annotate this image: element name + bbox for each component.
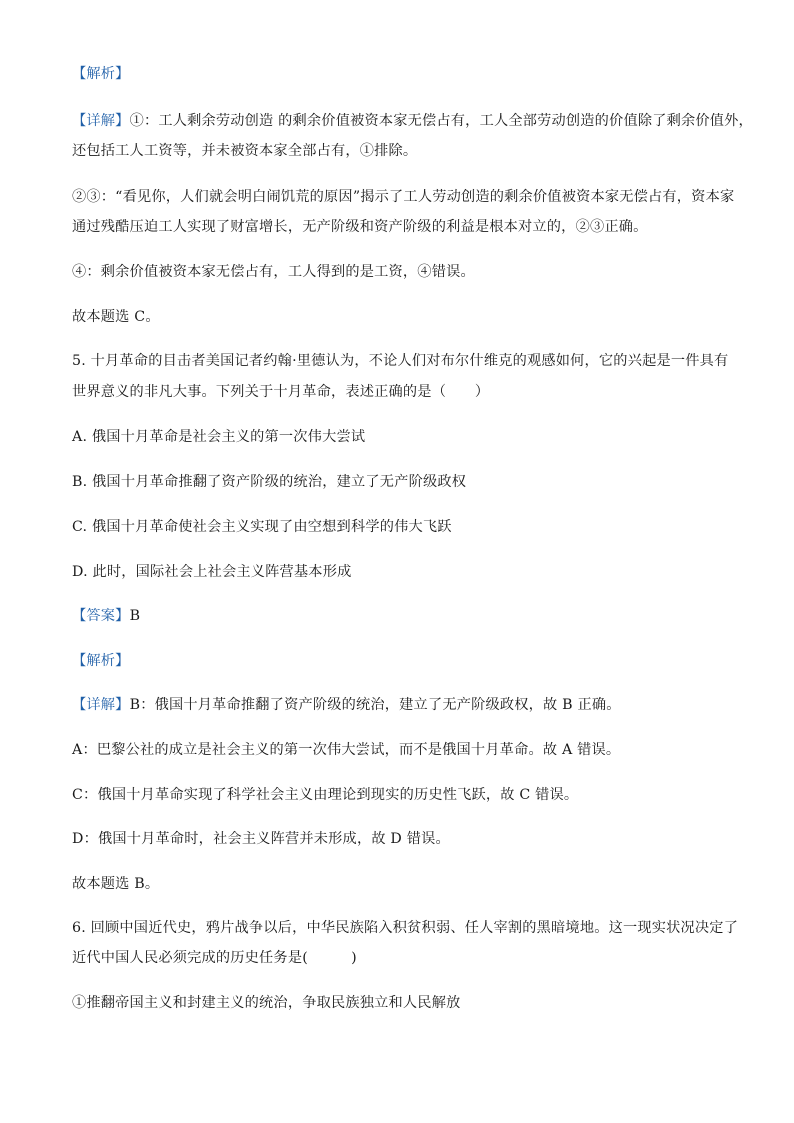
q5-detail-a: A：巴黎公社的成立是社会主义的第一次伟大尝试，而不是俄国十月革命。故 A 错误。 bbox=[72, 742, 621, 758]
q5-conclusion: 故本题选 B。 bbox=[72, 876, 160, 892]
q4-option23-line-1: ②③：“看见你，人们就会明白闹饥荒的原因”揭示了工人劳动创造的剩余价值被资本家无偿占有，资本家 bbox=[72, 189, 735, 205]
answer-label: 【答案】 bbox=[72, 608, 130, 624]
q6-stem-line-2: 近代中国人民必须完成的历史任务是( ) bbox=[72, 950, 357, 966]
q4-option23-line-2: 通过残酷压迫工人实现了财富增长，无产阶级和资产阶级的利益是根本对立的，②③正确。 bbox=[72, 219, 648, 235]
q5-stem-line-1: 5. 十月革命的目击者美国记者约翰·里德认为，不论人们对布尔什维克的观感如何，它的兴起是一件具有 bbox=[72, 353, 729, 369]
q6-option-1: ①推翻帝国主义和封建主义的统治，争取民族独立和人民解放 bbox=[72, 995, 461, 1011]
q4-detail-text-1: ①：工人剩余劳动创造 的剩余价值被资本家无偿占有，工人全部劳动创造的价值除了剩余价值外， bbox=[129, 113, 753, 129]
q5-detail-d: D：俄国十月革命时，社会主义阵营并未形成，故 D 错误。 bbox=[72, 831, 450, 847]
q4-conclusion: 故本题选 C。 bbox=[72, 309, 160, 325]
detail-label: 【详解】 bbox=[72, 113, 130, 129]
q5-option-c: C. 俄国十月革命使社会主义实现了由空想到科学的伟大飞跃 bbox=[72, 519, 452, 535]
document-page bbox=[72, 0, 753, 1123]
q5-option-d: D. 此时，国际社会上社会主义阵营基本形成 bbox=[72, 564, 352, 580]
detail-label-2: 【详解】 bbox=[72, 697, 130, 713]
analysis-label-2: 【解析】 bbox=[72, 653, 130, 669]
q5-detail-b-text: B：俄国十月革命推翻了资产阶级的统治，建立了无产阶级政权，故 B 正确。 bbox=[129, 697, 621, 713]
q5-option-b: B. 俄国十月革命推翻了资产阶级的统治，建立了无产阶级政权 bbox=[72, 474, 467, 490]
analysis-label: 【解析】 bbox=[72, 66, 130, 82]
q4-detail-line-2: 还包括工人工资等，并未被资本家全部占有，①排除。 bbox=[72, 143, 418, 159]
q6-stem-line-1: 6. 回顾中国近代史，鸦片战争以后，中华民族陷入积贫积弱、任人宰割的黑暗境地。这一现实状况决定了 bbox=[72, 920, 739, 936]
q5-answer-line bbox=[72, 606, 140, 626]
q4-detail-line-1 bbox=[72, 111, 753, 131]
q5-detail-c: C：俄国十月革命实现了科学社会主义由理论到现实的历史性飞跃，故 C 错误。 bbox=[72, 787, 579, 803]
q4-option4-line: ④：剩余价值被资本家无偿占有，工人得到的是工资，④错误。 bbox=[72, 264, 475, 280]
q5-stem-line-2: 世界意义的非凡大事。下列关于十月革命，表述正确的是（ ） bbox=[72, 384, 490, 400]
q5-option-a: A. 俄国十月革命是社会主义的第一次伟大尝试 bbox=[72, 429, 366, 445]
q5-detail-b-line bbox=[72, 695, 621, 715]
q5-answer-value: B bbox=[129, 608, 141, 624]
